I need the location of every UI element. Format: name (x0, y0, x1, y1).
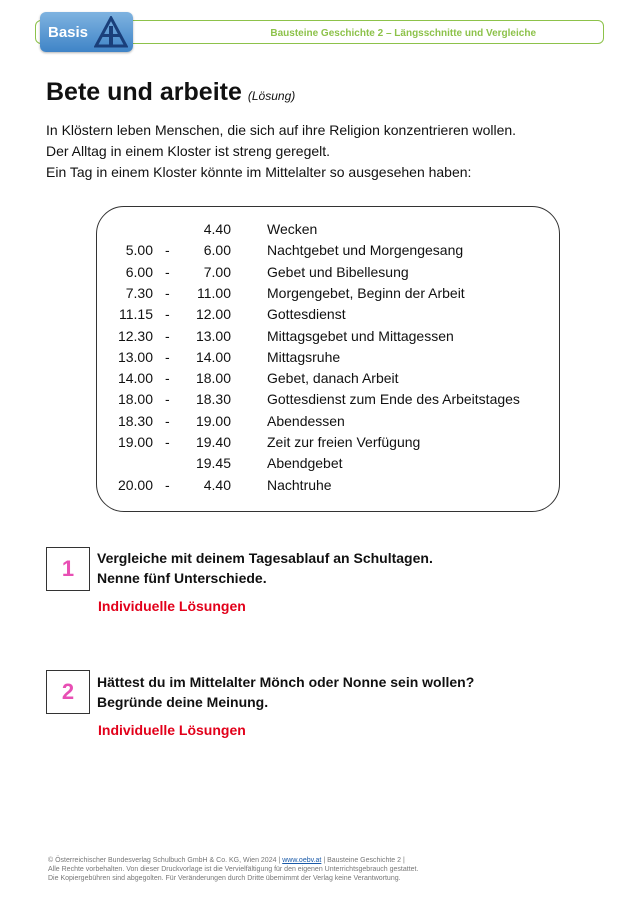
schedule-dash: - (165, 327, 170, 344)
schedule-row (97, 455, 561, 475)
schedule-activity: Wecken (267, 221, 318, 237)
schedule-row (97, 264, 561, 284)
task-line: Vergleiche mit deinem Tagesablauf an Schultagen. (97, 550, 433, 566)
schedule-end-time: 19.00 (195, 412, 231, 429)
schedule-box (96, 206, 560, 512)
schedule-end-time: 18.00 (195, 370, 231, 387)
task-line: Hättest du im Mittelalter Mönch oder Nonne sein wollen? (97, 674, 475, 690)
logo-text: Basis (48, 24, 89, 41)
task-answer: Individuelle Lösungen (98, 598, 246, 614)
schedule-dash: - (165, 434, 170, 450)
intro-line: In Klöstern leben Menschen, die sich auf ihre Religion konzentrieren wollen. (46, 122, 517, 138)
task-text (97, 672, 474, 712)
footer-fees: Die Kopiergebühren sind abgegolten. Für Veränderungen durch Dritte übernimmt der Verlag keine Verantwortung. (48, 875, 401, 882)
schedule-start-time: 20.00 (117, 476, 153, 493)
schedule-activity: Gottesdienst zum Ende des Arbeitstages (267, 391, 520, 408)
schedule-activity: Nachtgebet und Morgengesang (267, 242, 464, 259)
schedule-dash: - (165, 391, 170, 408)
page-title (46, 78, 295, 107)
schedule-dash: - (165, 263, 170, 280)
schedule-dash: - (165, 412, 170, 429)
schedule-activity: Nachtruhe (267, 476, 332, 493)
schedule-row (97, 413, 561, 433)
schedule-row (97, 370, 561, 390)
intro-line: Der Alltag in einem Kloster ist streng geregelt. (46, 143, 331, 159)
schedule-row (97, 306, 561, 326)
publisher-link[interactable]: www.oebv.at (282, 857, 322, 864)
schedule-row (97, 477, 561, 497)
schedule-start-time: 11.15 (119, 306, 153, 323)
schedule-end-time: 13.00 (195, 327, 231, 344)
footer (48, 856, 418, 883)
schedule-end-time: 4.40 (203, 221, 231, 237)
title-sub: (Lösung) (247, 89, 296, 103)
schedule-start-time: 18.00 (117, 391, 153, 408)
task-text (97, 548, 433, 588)
task-number-box: 2 (46, 670, 90, 714)
basis-logo (40, 12, 133, 52)
schedule-dash: - (165, 306, 170, 323)
schedule-dash: - (165, 348, 170, 365)
schedule-start-time: 7.30 (125, 284, 153, 301)
schedule-activity: Zeit zur freien Verfügung (267, 434, 421, 450)
schedule-end-time: 12.00 (195, 306, 231, 323)
schedule-end-time: 7.00 (203, 263, 231, 280)
schedule-row (97, 391, 561, 411)
schedule-start-time: 5.00 (125, 242, 153, 259)
schedule-end-time: 11.00 (197, 284, 231, 301)
schedule-activity: Abendessen (267, 412, 345, 429)
schedule-activity: Gottesdienst (267, 306, 346, 323)
schedule-start-time: 18.30 (117, 412, 153, 429)
schedule-start-time: 13.00 (117, 348, 153, 365)
task-number-box: 1 (46, 547, 90, 591)
intro-text (46, 120, 516, 183)
schedule-end-time: 6.00 (203, 242, 231, 259)
series-title: Bausteine Geschichte 2 – Längsschnitte und Vergleiche (270, 28, 536, 39)
schedule-activity: Abendgebet (267, 455, 343, 472)
schedule-dash: - (165, 476, 170, 493)
schedule-end-time: 4.40 (203, 476, 231, 493)
schedule-activity: Mittagsgebet und Mittagessen (267, 327, 454, 344)
task-answer: Individuelle Lösungen (98, 722, 246, 738)
schedule-start-time: 19.00 (117, 434, 153, 450)
footer-rights: Alle Rechte vorbehalten. Von dieser Druckvorlage ist die Vervielfältigung für den eigenen Unterrichtsgebrauch gestattet. (48, 866, 419, 873)
triangle-logo-icon (94, 16, 128, 48)
schedule-activity: Gebet und Bibellesung (267, 263, 409, 280)
schedule-end-time: 18.30 (195, 391, 231, 408)
schedule-end-time: 19.45 (195, 455, 231, 472)
schedule-activity: Morgengebet, Beginn der Arbeit (267, 284, 465, 301)
task-line: Begründe deine Meinung. (97, 694, 269, 710)
footer-copyright: © Österreichischer Bundesverlag Schulbuch GmbH & Co. KG, Wien 2024 | (48, 857, 283, 864)
schedule-activity: Gebet, danach Arbeit (267, 370, 399, 387)
schedule-row (97, 349, 561, 369)
schedule-start-time: 6.00 (125, 263, 153, 280)
schedule-end-time: 19.40 (195, 434, 231, 450)
intro-line: Ein Tag in einem Kloster könnte im Mittelalter so ausgesehen haben: (46, 164, 472, 180)
task-line: Nenne fünf Unterschiede. (97, 570, 267, 586)
schedule-row (97, 242, 561, 262)
schedule-end-time: 14.00 (195, 348, 231, 365)
schedule-activity: Mittagsruhe (267, 348, 341, 365)
schedule-dash: - (165, 370, 170, 387)
schedule-row (97, 328, 561, 348)
schedule-start-time: 12.30 (117, 327, 153, 344)
schedule-row (97, 285, 561, 305)
schedule-row (97, 221, 561, 241)
schedule-dash: - (165, 284, 170, 301)
schedule-row (97, 434, 561, 454)
schedule-dash: - (165, 242, 170, 259)
footer-series: | Bausteine Geschichte 2 | (321, 857, 405, 864)
schedule-start-time: 14.00 (117, 370, 153, 387)
title-main: Bete und arbeite (46, 78, 242, 106)
